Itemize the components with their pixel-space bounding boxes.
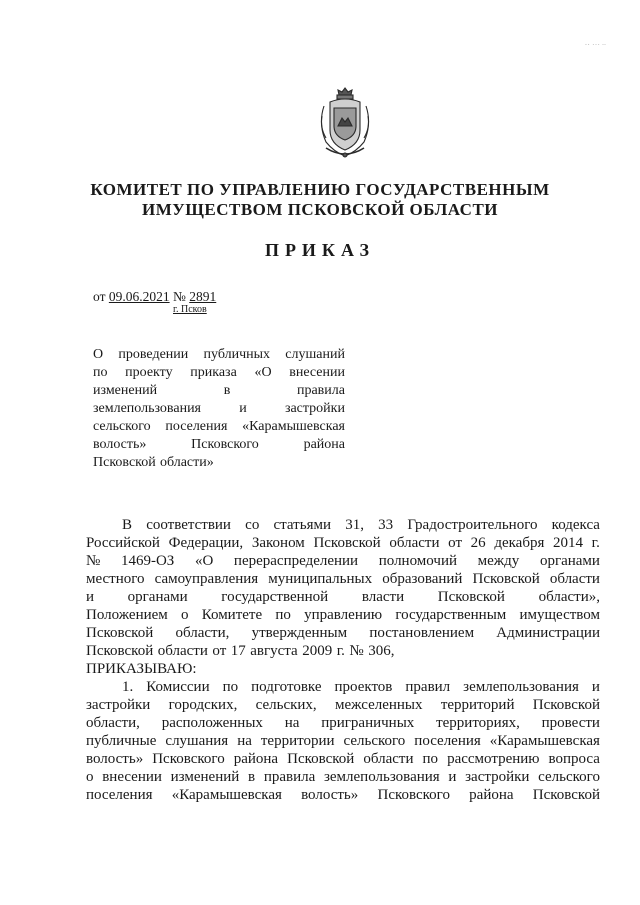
body-word: управлению: [304, 607, 383, 623]
body-word: Администрации: [496, 625, 600, 641]
body-word: кодекса: [551, 517, 600, 533]
subject-line: [93, 418, 345, 436]
body-word: 26: [470, 535, 486, 551]
body-line: [86, 606, 600, 624]
body-word: «Карамышевская: [171, 787, 282, 803]
body-word: слушания: [165, 733, 229, 749]
subject-word: района: [303, 437, 345, 452]
body-word: имуществом: [519, 607, 600, 623]
body-word: постановлением: [369, 625, 475, 641]
subject-word: изменений: [93, 383, 158, 398]
subject-word: волость»: [93, 437, 147, 452]
subject-word: слушаний: [285, 347, 345, 362]
body-word: Российской: [86, 535, 160, 551]
body-word: г.: [591, 535, 600, 551]
body-word: на: [237, 733, 252, 749]
body-word: области,: [86, 715, 140, 731]
body-word: №: [86, 553, 101, 569]
body-word: В: [122, 517, 133, 533]
subject-word: правила: [296, 383, 345, 398]
body-line: [86, 642, 600, 660]
body-word: землепользования: [323, 769, 440, 785]
body-word: волость»: [301, 787, 359, 803]
body-word: вопроса: [548, 751, 600, 767]
subject-word: поселения: [165, 419, 228, 434]
subject-word: в: [223, 383, 231, 398]
body-word: и: [86, 589, 95, 605]
body-word: 2014: [553, 535, 584, 551]
document-type-title: ПРИКАЗ: [264, 240, 376, 260]
body-word: внесении: [102, 769, 162, 785]
body-word: от: [212, 643, 227, 659]
body-word: Псковского: [152, 751, 225, 767]
corner-scan-mark: ‥ … ..: [584, 38, 606, 47]
number-sign: №: [172, 289, 186, 304]
body-word: области,: [175, 625, 230, 641]
body-word: 33: [378, 517, 394, 533]
subject-word: О: [93, 347, 104, 362]
subject-line: [93, 454, 345, 472]
body-word: органами: [539, 553, 600, 569]
body-word: государственным: [395, 607, 507, 623]
date-prefix: от: [93, 289, 106, 304]
body-word: и: [591, 679, 600, 695]
subject-word: «О: [254, 365, 272, 380]
body-line: [86, 516, 600, 534]
body-word: Псковской: [532, 697, 600, 713]
body-word: застройки: [465, 769, 530, 785]
body-word: поселения: [86, 787, 153, 803]
body-word: утвержденным: [251, 625, 348, 641]
body-word: приграничных: [321, 715, 415, 731]
body-line: [86, 624, 600, 642]
issue-city: г. Псков: [173, 304, 207, 315]
subject-word: и: [239, 401, 247, 416]
body-word: о: [86, 769, 94, 785]
document-number: 2891: [189, 289, 217, 304]
body-word: Псковского: [377, 787, 450, 803]
body-word: рассмотрению: [447, 751, 540, 767]
body-word: области: [549, 571, 600, 587]
body-word: Псковской: [86, 625, 154, 641]
body-word: органами: [127, 589, 188, 605]
body-word: 31,: [345, 517, 364, 533]
body-word: Комиссии: [146, 679, 210, 695]
body-line: [86, 552, 600, 570]
body-line: [86, 714, 600, 732]
body-word: в: [248, 769, 256, 785]
body-word: «О: [194, 553, 214, 569]
body-word: на: [284, 715, 300, 731]
body-line: [86, 570, 600, 588]
organization-name-line-2: ИМУЩЕСТВОМ ПСКОВСКОЙ ОБЛАСТИ: [141, 200, 499, 219]
subject-line: [93, 364, 345, 382]
body-word: области»,: [538, 589, 600, 605]
body-word: от: [448, 535, 462, 551]
body-word: провести: [541, 715, 600, 731]
body-word: самоуправления: [154, 571, 259, 587]
body-word: Положением: [86, 607, 168, 623]
subject-word: публичных: [203, 347, 271, 362]
body-word: правила: [263, 769, 316, 785]
subject-word: области»: [159, 455, 214, 470]
body-word: «Карамышевская: [489, 733, 600, 749]
body-word: волость»: [86, 751, 144, 767]
body-word: территории: [260, 733, 335, 749]
body-word: района: [469, 787, 514, 803]
body-word: Градостроительного: [407, 517, 538, 533]
body-word: статьями: [273, 517, 331, 533]
body-word: расположенных: [161, 715, 263, 731]
body-word: 2009: [302, 643, 333, 659]
body-word: 1.: [122, 679, 134, 695]
body-word: государственной: [221, 589, 329, 605]
body-word: области: [363, 751, 414, 767]
subject-word: Псковского: [191, 437, 259, 452]
body-word: Псковской: [472, 571, 540, 587]
order-body-text: [86, 516, 600, 804]
body-word: г.: [336, 643, 345, 659]
body-line: [86, 750, 600, 768]
document-date: 09.06.2021: [108, 289, 170, 304]
body-word: землепользования: [463, 679, 579, 695]
subject-line: [93, 400, 345, 418]
subject-word: проекту: [125, 365, 173, 380]
body-word: по: [222, 679, 239, 695]
body-word: полномочий: [378, 553, 457, 569]
subject-word: «Карамышевская: [242, 419, 345, 434]
body-word: ПРИКАЗЫВАЮ:: [86, 661, 197, 677]
body-word: Псковской: [287, 751, 355, 767]
body-line: [86, 678, 600, 696]
subject-word: застройки: [284, 401, 345, 416]
body-word: о: [181, 607, 189, 623]
body-line: [86, 696, 600, 714]
body-word: по: [275, 607, 291, 623]
subject-line: [93, 346, 345, 364]
date-number-line: [93, 289, 216, 305]
body-word: городских,: [168, 697, 238, 713]
body-word: и: [448, 769, 457, 785]
subject-word: по: [93, 365, 108, 380]
body-word: сельских,: [255, 697, 317, 713]
body-word: №: [349, 643, 364, 659]
body-word: соответствии: [146, 517, 231, 533]
body-word: поселения: [414, 733, 481, 749]
body-word: области: [389, 535, 440, 551]
body-line: [86, 534, 600, 552]
body-line: [86, 660, 600, 678]
subject-word: сельского: [93, 419, 151, 434]
subject-word: Псковской: [93, 455, 156, 470]
body-line: [86, 588, 600, 606]
body-word: подготовке: [251, 679, 322, 695]
body-word: 17: [230, 643, 246, 659]
body-word: августа: [250, 643, 298, 659]
body-word: перераспределении: [233, 553, 359, 569]
body-word: публичные: [86, 733, 157, 749]
body-word: области: [157, 643, 208, 659]
body-word: Псковской: [86, 643, 154, 659]
subject-line: [93, 382, 345, 400]
body-line: [86, 768, 600, 786]
body-word: 306,: [368, 643, 395, 659]
body-word: Псковской: [437, 589, 505, 605]
subject-word: проведении: [118, 347, 189, 362]
body-word: 1469-ОЗ: [120, 553, 175, 569]
subject-line: [93, 436, 345, 454]
organization-name-line-1: КОМИТЕТ ПО УПРАВЛЕНИЮ ГОСУДАРСТВЕННЫМ: [90, 180, 550, 199]
body-word: правил: [405, 679, 451, 695]
body-line: [86, 786, 600, 804]
body-word: между: [477, 553, 520, 569]
body-word: Законом: [251, 535, 305, 551]
body-word: по: [422, 751, 439, 767]
body-word: проектов: [334, 679, 393, 695]
body-word: застройки: [86, 697, 151, 713]
body-word: власти: [361, 589, 405, 605]
body-word: изменений: [170, 769, 240, 785]
body-word: местного: [86, 571, 145, 587]
body-word: сельского: [343, 733, 406, 749]
body-word: межселенных: [334, 697, 423, 713]
body-word: территорий: [440, 697, 515, 713]
body-word: декабря: [494, 535, 545, 551]
body-word: сельского: [538, 769, 600, 785]
subject-word: землепользования: [93, 401, 201, 416]
body-line: [86, 732, 600, 750]
body-word: со: [245, 517, 260, 533]
body-word: муниципальных: [268, 571, 373, 587]
body-word: Псковской: [532, 787, 600, 803]
coat-of-arms-emblem: [316, 86, 374, 160]
subject-word: приказа: [190, 365, 237, 380]
body-word: района: [233, 751, 279, 767]
body-word: Федерации,: [168, 535, 244, 551]
body-word: территориях,: [436, 715, 520, 731]
subject-word: внесении: [289, 365, 345, 380]
order-subject: [93, 346, 345, 472]
body-word: Псковской: [313, 535, 381, 551]
body-word: образований: [382, 571, 463, 587]
body-word: Комитете: [201, 607, 263, 623]
